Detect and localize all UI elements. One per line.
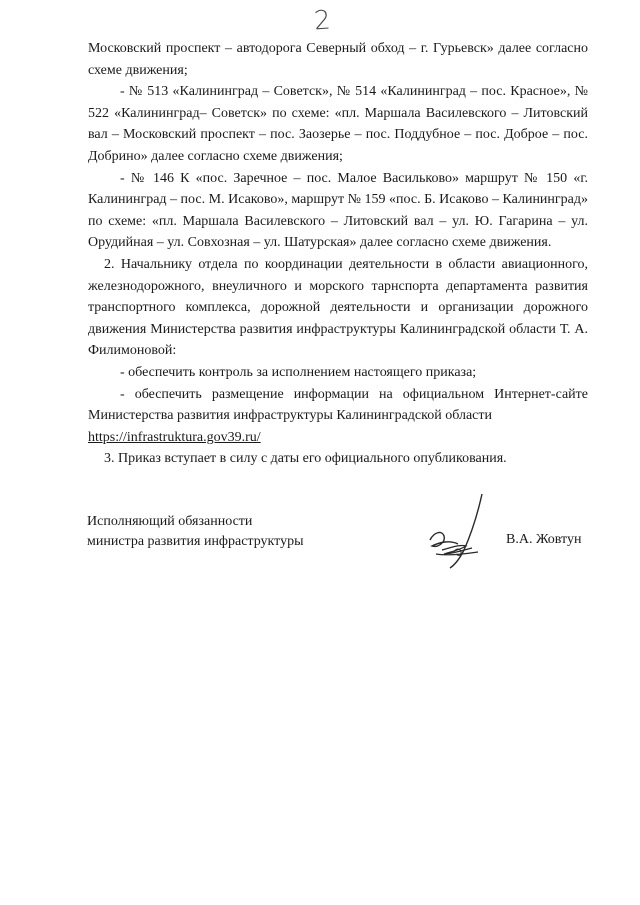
paragraph-item-2: 2. Начальнику отдела по координации деятельности в области авиационного, железнодорожного, внеуличного и морского тарнспорта департамента развития транспортного комплекса, дорожной деятельности и организации дорожного движения Министерства развития инфраструктуры Калининградской области Т. А. Филимоновой: [88,256,588,359]
signatory-name: В.А. Жовтун [506,532,582,547]
paragraph-routes-146-150-159: - № 146 К «пос. Заречное – пос. Малое Васильково» маршрут № 150 «г. Калининград – пос. М. Исаково», маршрут № 159 «пос. Б. Исаково – Калининград» по схеме: «пл. Маршала Василевского – Литовский вал – ул. Ю. Гагарина – ул. Орудийная – ул. Совхозная – ул. Шатурская» далее согласно схеме движения. [88,170,588,251]
signatory-title [87,512,304,552]
paragraph-item-3: 3. Приказ вступает в силу с даты его официального опубликования. [104,451,507,467]
document-body [88,38,588,470]
paragraph-control-duty: - обеспечить контроль за исполнением настоящего приказа; [120,364,477,380]
handwritten-signature [420,492,510,572]
signatory-title-line-1: Исполняющий обязанности [87,514,253,529]
paragraph-routes-513-514-522: - № 513 «Калининград – Советск», № 514 «Калининград – пос. Красное», № 522 «Калининград– Советск» по схеме: «пл. Маршала Василевского – Литовский вал – Московский проспект – пос. Заозерье – пос. Поддубное – пос. Доброе – пос. Добрино» далее согласно схеме движения; [88,84,588,164]
page-number: 2 [312,5,332,37]
paragraph-publish-duty: - обеспечить размещение информации на официальном Интернет-сайте Министерства развития инфраструктуры Калининградской области [88,386,588,424]
signatory-title-line-2: министра развития инфраструктуры [87,534,304,549]
paragraph-route-continuation: Московский проспект – автодорога Северный обход – г. Гурьевск» далее согласно схеме движения; [88,41,588,78]
paragraph-link-line [88,427,588,449]
infrastructure-website-link[interactable]: https://infrastruktura.gov39.ru/ [88,429,261,445]
